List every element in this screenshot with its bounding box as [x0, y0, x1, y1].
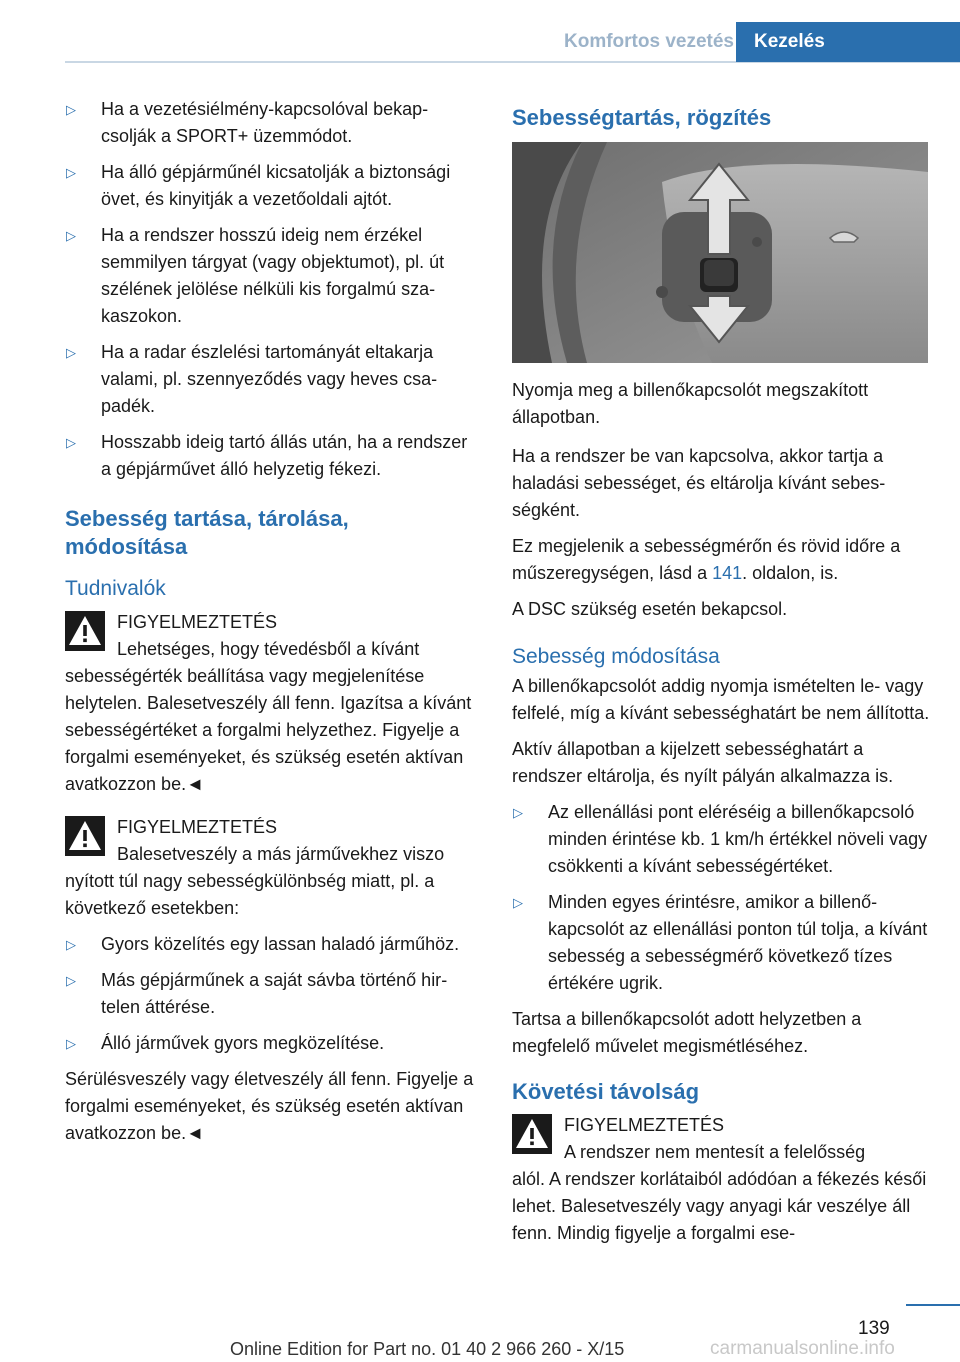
- list-item: ▷ Ha a rendszer hosszú ideig nem érzékel semmilyen tárgyat (vagy objektumot), pl. út szélének jelölése nélküli kis forgalmú szakaszokon.: [65, 222, 477, 330]
- subsection-heading: Sebesség módosítása: [512, 645, 720, 668]
- header-section: Komfortos vezetés: [564, 31, 734, 52]
- warning-text: nyított túl nagy sebességkülönbség miatt, pl. a következő esetekben:: [65, 871, 435, 918]
- warning-title: FIGYELMEZTETÉS: [117, 612, 278, 632]
- bullet-triangle-icon: ▷: [66, 937, 76, 952]
- page-number: 139: [858, 1318, 890, 1339]
- bullet-triangle-icon: ▷: [513, 895, 523, 910]
- warning-icon: [65, 611, 105, 651]
- bullet-triangle-icon: ▷: [66, 973, 76, 988]
- warning-text-first: A rendszer nem mentesít a felelősség: [564, 1142, 866, 1162]
- warning-title: FIGYELMEZTETÉS: [117, 817, 278, 837]
- warning-icon: [65, 816, 105, 856]
- paragraph: Aktív állapotban a kijelzett sebességhatárt a rendszer eltárolja, és nyílt pályán alkalmazza is.: [512, 739, 894, 786]
- paragraph: A DSC szükség esetén bekapcsol.: [512, 599, 788, 619]
- watermark: carmanualsonline.info: [710, 1338, 895, 1359]
- bullet-triangle-icon: ▷: [66, 102, 76, 117]
- bullet-triangle-icon: ▷: [513, 805, 523, 820]
- warning-box: [65, 814, 477, 922]
- list-item: ▷ Álló járművek gyors megközelítése.: [65, 1030, 477, 1057]
- list-item: ▷ Ha a radar észlelési tartományát eltakarja valami, pl. szennyeződés vagy heves csapadék.: [65, 339, 477, 420]
- paragraph: Nyomja meg a billenőkapcsolót megszakított állapotban.: [512, 380, 869, 427]
- warning-text-first: Lehetséges, hogy tévedésből a kívánt: [117, 639, 420, 659]
- left-column: [65, 96, 477, 1156]
- right-column: [512, 96, 930, 1256]
- list-item: ▷ Ha a vezetésiélmény-kapcsolóval bekapcsolják a SPORT+ üzemmódot.: [65, 96, 477, 150]
- warning-text-first: Balesetveszély a más járművekhez viszo: [117, 844, 445, 864]
- warning-icon: [512, 1114, 552, 1154]
- section-heading: Sebesség tartása, tárolása, módosítása: [65, 506, 349, 559]
- edition-text: Online Edition for Part no. 01 40 2 966 260 - X/15: [230, 1339, 625, 1359]
- paragraph: A billenőkapcsolót addig nyomja ismételten le- vagy felfelé, míg a kívánt sebességhatárt be nem állította.: [512, 676, 930, 723]
- warning-box: [512, 1112, 930, 1247]
- subsection-heading: Tudnivalók: [65, 577, 166, 600]
- header-chapter: Kezelés: [736, 22, 960, 62]
- list-item: ▷ Az ellenállási pont eléréséig a billenőkapcsoló minden érintése kb. 1 km/h értékkel növeli vagy csökkenti a kívánt sebességértéket.: [512, 799, 930, 880]
- list-item: ▷ Ha álló gépjárműnél kicsatolják a biztonsági övet, és kinyitják a vezetőoldali ajtót.: [65, 159, 477, 213]
- bullet-triangle-icon: ▷: [66, 228, 76, 243]
- paragraph: Ha a rendszer be van kapcsolva, akkor tartja a haladási sebességet, és eltárolja kívánt sebességként.: [512, 446, 886, 520]
- list-item: ▷ Gyors közelítés egy lassan haladó járműhöz.: [65, 931, 477, 958]
- steering-wheel-illustration: [512, 142, 928, 363]
- footer-rule: [906, 1304, 960, 1306]
- list-item: ▷ Más gépjárműnek a saját sávba történő hirtelen áttérése.: [65, 967, 477, 1021]
- bullet-triangle-icon: ▷: [66, 435, 76, 450]
- paragraph: Ez megjelenik a sebességmérőn és rövid időre a műszeregységen, lásd a 141. oldalon, is.: [512, 536, 901, 583]
- section-heading: Követési távolság: [512, 1079, 700, 1104]
- page-link[interactable]: 141: [712, 563, 743, 583]
- closing-text: Sérülésveszély vagy életveszély áll fenn. Figyelje a forgalmi eseményeket, és szükség esetén aktívan avatkozzon be.◄: [65, 1069, 474, 1143]
- list-item: ▷ Minden egyes érintésre, amikor a billenőkapcsolót az ellenállási ponton túl tolja, a kívánt sebesség a sebességmérő következő tízes értékére ugrik.: [512, 889, 930, 997]
- bullet-triangle-icon: ▷: [66, 165, 76, 180]
- list-item: ▷ Hosszabb ideig tartó állás után, ha a rendszer a gépjárművet álló helyzetig fékezi.: [65, 429, 477, 483]
- warning-title: FIGYELMEZTETÉS: [564, 1115, 725, 1135]
- warning-box: [65, 609, 477, 798]
- warning-text: alól. A rendszer korlátaiból adódóan a fékezés késői lehet. Balesetveszély vagy anyagi kár veszélye áll fenn. Mindig figyelje a forgalmi ese-: [512, 1169, 927, 1243]
- steering-wheel-photo: [512, 142, 928, 363]
- bullet-triangle-icon: ▷: [66, 1036, 76, 1051]
- bullet-triangle-icon: ▷: [66, 345, 76, 360]
- warning-text: sebességérték beállítása vagy megjelenítése helytelen. Balesetveszély áll fenn. Igazítsa a kívánt sebességértéket a forgalmi helyzethez. Figyelje a forgalmi eseményeket, és szükség esetén aktívan avatkozzon be.◄: [65, 666, 472, 794]
- paragraph: Tartsa a billenőkapcsolót adott helyzetben a megfelelő művelet megismétléséhez.: [512, 1009, 862, 1056]
- section-heading: Sebességtartás, rögzítés: [512, 105, 772, 130]
